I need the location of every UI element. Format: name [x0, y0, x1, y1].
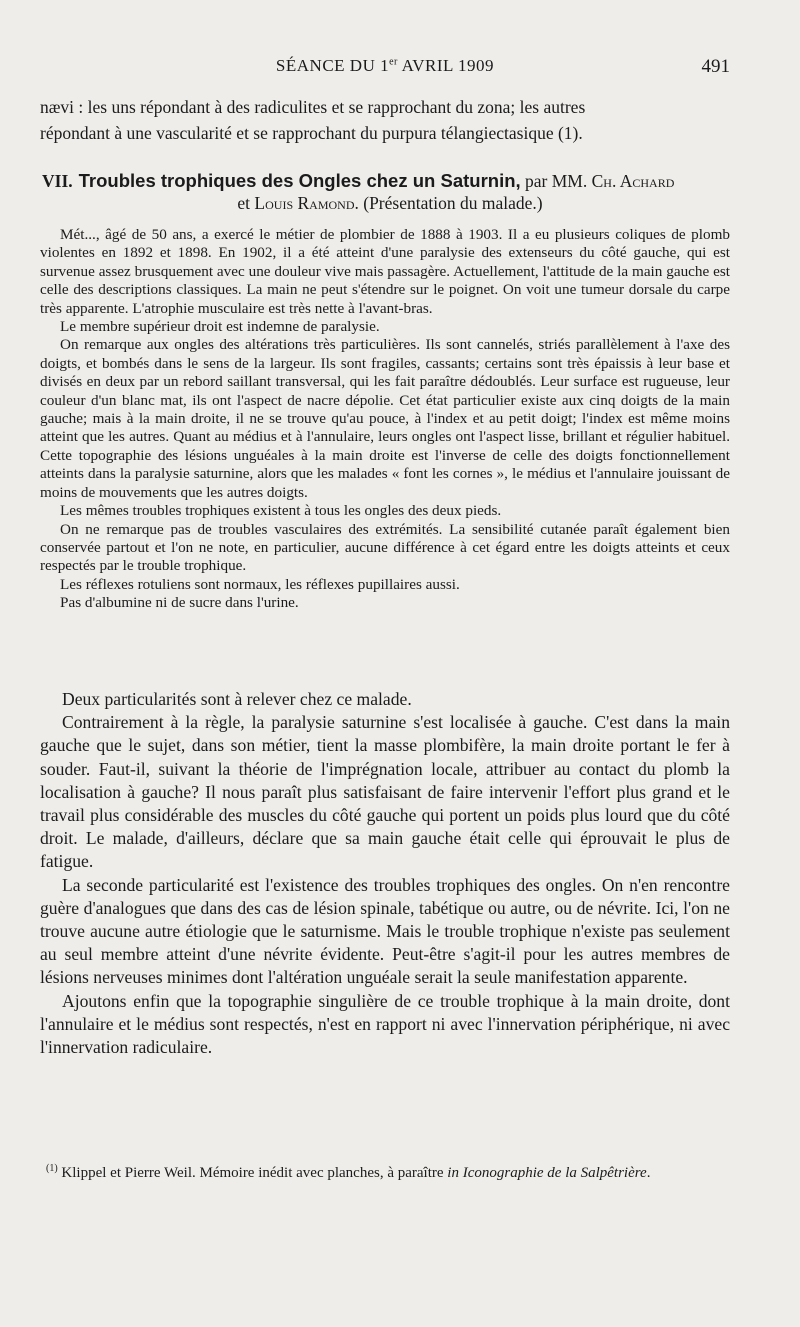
case-paragraph-vascular: On ne remarque pas de troubles vasculaires des extrémités. La sensibilité cutanée paraît également bien conservée partout et l'on ne note, en particulier, aucune différence à cet égard entre les doigts atteints et ceux respectés par le trouble trophique. [40, 520, 730, 575]
discussion-paragraph-1: Deux particularités sont à relever chez ce malade. [62, 689, 412, 709]
intro-line-2: répondant à une vascularité et se rapprochant du purpura télangiectasique (1). [40, 123, 583, 143]
case-paragraph-nails: On remarque aux ongles des altérations très particulières. Ils sont cannelés, striés parallèlement à l'axe des doigts, et bombés dans le sens de la largeur. Ils sont fragiles, cassants; certains sont très épaissis à leur base et divisés en deux par un rebord saillant transversal, qui les fait paraître dédoublés. Leur surface est rugueuse, leur couleur d'un blanc mat, ils ont l'aspect de nacre dépolie. Cet état particulier existe aux cinq doigts de la main gauche; mais à la main droite, il ne se trouve qu'au pouce, à l'index et au petit doigt; l'index est même moins atteint que les autres. Quant au médius et à l'annulaire, leurs ongles ont l'aspect lisse, brillant et régulier habituel. Cette topographie des lésions unguéales à la main droite est l'inverse de celle des doigts fonctionnellement atteints dans la paralysie saturnine, alors que les malades « font les cornes », le médius et l'annulaire jouissant de moins de mouvements que les autres doigts. [40, 336, 730, 501]
running-header [40, 56, 730, 80]
intro-paragraph [40, 94, 730, 146]
page-number: 491 [701, 56, 730, 77]
header-title: SÉANCE DU 1er AVRIL 1909 [275, 56, 495, 75]
discussion-paragraph-4: Ajoutons enfin que la topographie singulière de ce trouble trophique à la main droite, dont l'annulaire et le médius sont respectés, n'est en rapport ni avec l'innervation périphérique, ni avec l'innervation radiculaire. [40, 990, 730, 1058]
discussion-paragraph-3: La seconde particularité est l'existence des troubles trophiques des ongles. On n'en rencontre guère d'analogues que dans des cas de lésion spinale, tabétique ou autre, ou de névrite. Ici, l'on ne trouve aucune autre étiologie que le saturnisme. Mais le trouble trophique n'existe pas seulement au seul membre atteint d'une névrite évidente. Peut-être s'agit-il pour les autres membres de lésions nerveuses minimes dont l'altération unguéale serait la seule manifestation apparente. [40, 874, 730, 988]
footnote-marker: (1) [46, 1163, 58, 1174]
case-report [40, 226, 730, 613]
case-paragraph-right-arm: Le membre supérieur droit est indemne de paralysie. [60, 318, 380, 336]
section-heading: VII. Troubles trophiques des Ongles chez un Saturnin, par MM. Ch. Achard et Louis Ramond. (Présentation du malade.) [42, 170, 675, 213]
footnote-text: Klippel et Pierre Weil. Mémoire inédit avec planches, à paraître [57, 1165, 448, 1181]
author-ramond: Louis Ramond [254, 193, 355, 213]
intro-line-1: nævi : les uns répondant à des radiculites et se rapprochant du zona; les autres [40, 97, 586, 117]
section-number: VII. [42, 171, 73, 191]
footnote-source: in Iconographie de la Salpêtrière [447, 1165, 647, 1181]
case-paragraph-reflexes: Les réflexes rotuliens sont normaux, les réflexes pupillaires aussi. [60, 575, 460, 593]
footnote: $^{(1)}$ Klippel et Pierre Weil. Mémoire inédit avec planches, à paraître in Iconographie de la Salpêtrière. [46, 1163, 651, 1181]
author-achard: Ch. Achard [591, 171, 675, 191]
discussion [40, 688, 730, 1059]
section-heading-text: Troubles trophiques des Ongles chez un Saturnin, [78, 170, 521, 191]
case-paragraph-urine: Pas d'albumine ni de sucre dans l'urine. [60, 594, 299, 612]
case-paragraph-history: Mét..., âgé de 50 ans, a exercé le métier de plombier de 1888 à 1903. Il a eu plusieurs coliques de plomb violentes en 1892 et 1898. En 1902, il a été atteint d'une paralysie des extenseurs du côté gauche, qui est survenue assez brusquement avec une douleur vive mais passagère. Actuellement, l'attitude de la main gauche est celle des descriptions classiques. La main ne peut s'étendre sur le poignet. On voit une tumeur dorsale du carpe très apparente. L'atrophie musculaire est très nette à l'avant-bras. [40, 226, 730, 317]
case-paragraph-feet: Les mêmes troubles trophiques existent à tous les ongles des deux pieds. [60, 502, 502, 520]
presentation-note: . (Présentation du malade.) [354, 193, 543, 213]
discussion-paragraph-2: Contrairement à la règle, la paralysie saturnine s'est localisée à gauche. C'est dans la main gauche que le sujet, dans son métier, tient la masse plombifère, la main droite portant le fer à souder. Faut-il, suivant la théorie de l'imprégnation locale, attribuer au contact du plomb la localisation à gauche? Il nous paraît plus satisfaisant de faire intervenir l'effort plus grand et le travail plus considérable des muscles du côté gauche qui portent un poids plus lourd que du côté droit. Le malade, d'ailleurs, déclare que sa main gauche était celle qui éprouvait le plus de fatigue. [40, 712, 730, 872]
